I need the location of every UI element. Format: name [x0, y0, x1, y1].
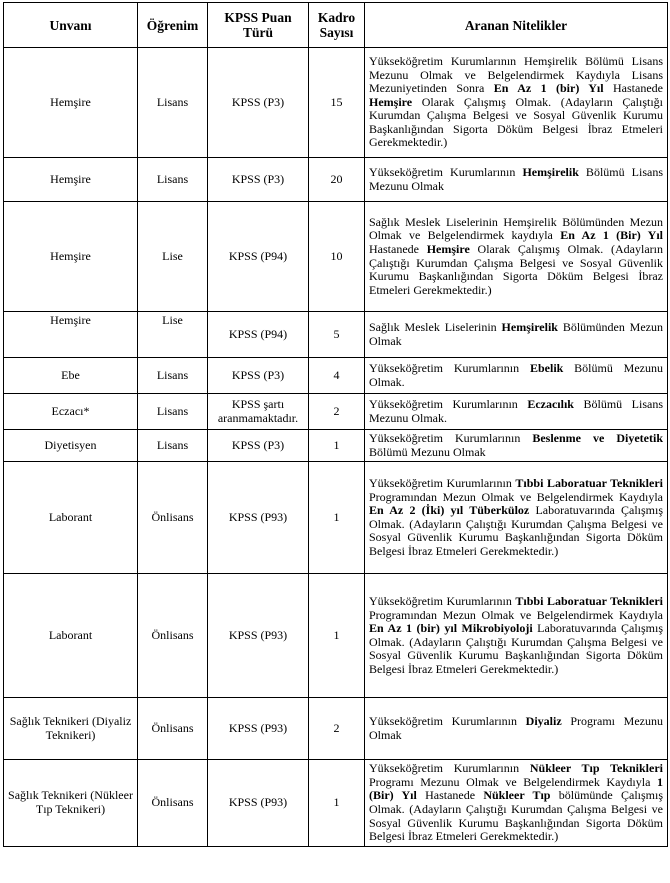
kpss-cell: KPSS (P93): [208, 574, 309, 698]
nitelik-text: Programından Mezun Olmak ve Belgelendirmek Kaydıyla: [369, 489, 663, 504]
kadro-cell: 15: [309, 48, 365, 158]
nitelik-bold-text: En Az 2 (İki) yıl Tüberküloz: [369, 503, 530, 518]
unvan-cell: Hemşire: [4, 158, 138, 202]
table-row: [4, 430, 668, 462]
nitelik-bold-text: Hemşirelik: [522, 164, 579, 179]
nitelik-bold-text: Ebelik: [529, 360, 564, 375]
header-kadro: Kadro Sayısı: [309, 3, 365, 48]
ogrenim-cell: Lisans: [138, 430, 208, 462]
nitelik-text: Yükseköğretim Kurumlarının: [369, 396, 528, 411]
nitelik-bold-text: Hemşire: [369, 94, 413, 109]
nitelik-cell: [365, 430, 668, 462]
nitelik-text: Bölümü Lisans Mezunu Olmak: [369, 164, 663, 193]
kadro-cell: 20: [309, 158, 365, 202]
nitelik-text: Yükseköğretim Kurumlarının: [369, 593, 516, 608]
header-kpss: KPSS Puan Türü: [208, 3, 309, 48]
table-row: [4, 698, 668, 760]
ogrenim-cell: Önlisans: [138, 760, 208, 847]
ogrenim-cell: Lisans: [138, 48, 208, 158]
kpss-cell: KPSS (P3): [208, 358, 309, 394]
kadro-cell: 2: [309, 394, 365, 430]
nitelik-text: Yükseköğretim Kurumlarının: [369, 761, 530, 776]
unvan-cell: Sağlık Teknikeri (Diyaliz Teknikeri): [4, 698, 138, 760]
nitelik-text: Programı Mezunu Olmak ve Belgelendirmek Kaydıyla: [369, 774, 657, 789]
kpss-cell: KPSS (P94): [208, 202, 309, 312]
table-row: [4, 394, 668, 430]
table-row: [4, 312, 668, 358]
unvan-cell: Diyetisyen: [4, 430, 138, 462]
nitelik-text: Bölümü Mezunu Olmak.: [369, 360, 664, 389]
unvan-cell: Hemşire: [4, 202, 138, 312]
kpss-cell: KPSS (P94): [208, 312, 309, 358]
nitelik-text: Yükseköğretim Kurumlarının: [369, 714, 526, 729]
nitelik-text: Bölümü Mezunu Olmak: [369, 444, 486, 459]
nitelik-text: Sağlık Meslek Liselerinin: [369, 319, 502, 334]
nitelik-bold-text: En Az 1 (bir) Yıl: [493, 81, 604, 96]
nitelik-bold-text: 1 (Bir) Yıl: [369, 774, 663, 803]
table-row: [4, 202, 668, 312]
nitelik-bold-text: Tıbbi Laboratuar Teknikleri: [515, 475, 663, 490]
nitelik-cell: [365, 760, 668, 847]
kpss-cell: KPSS (P3): [208, 48, 309, 158]
nitelik-text: Bölümünden Mezun Olmak: [369, 319, 663, 348]
unvan-cell: Laborant: [4, 574, 138, 698]
unvan-cell: Sağlık Teknikeri (Nükleer Tıp Teknikeri): [4, 760, 138, 847]
nitelik-text: Laboratuvarında Çalışmış Olmak. (Adayların Çalıştığı Kurumdan Çalışma Belgesi ve Sosyal Güvenlik Kurumu Başkanlığından Sigorta Döküm Belgesi İbraz Etmeleri Gerekmektedir.): [369, 503, 663, 558]
ogrenim-cell: Lisans: [138, 158, 208, 202]
header-ogrenim: Öğrenim: [138, 3, 208, 48]
kadro-cell: 1: [309, 430, 365, 462]
nitelik-text: Yükseköğretim Kurumlarının: [369, 360, 530, 375]
nitelik-bold-text: Beslenme ve Diyetetik: [532, 431, 664, 445]
kpss-cell: KPSS (P93): [208, 462, 309, 574]
table-row: [4, 462, 668, 574]
ogrenim-cell: Lise: [138, 312, 208, 358]
nitelik-text: Laboratuvarında Çalışmış Olmak. (Adayların Çalıştığı Kurumdan Çalışma Belgesi ve Sosyal Güvenlik Kurumu Başkanlığından Sigorta Döküm Belgesi İbraz Etmeleri Gerekmektedir.): [369, 621, 663, 676]
nitelik-bold-text: Hemşire: [426, 241, 470, 256]
nitelik-bold-text: En Az 1 (bir) yıl Mikrobiyoloji: [369, 621, 533, 636]
nitelik-bold-text: Diyaliz: [525, 714, 562, 729]
nitelik-text: Programından Mezun Olmak ve Belgelendirmek Kaydıyla: [369, 607, 663, 622]
nitelik-bold-text: Nükleer Tıp: [483, 788, 551, 803]
nitelik-cell: [365, 358, 668, 394]
nitelik-text: Olarak Çalışmış Olmak. (Adayların Çalıştığı Kurumdan Çalışma Belgesi ve Sosyal Güvenlik Kurumu Başkanlığından Sigorta Döküm Belgesi İbraz Etmeleri Gerekmektedir.): [369, 241, 663, 297]
nitelik-cell: [365, 158, 668, 202]
nitelik-text: Yükseköğretim Kurumlarının Hemşirelik Bölümü Lisans Mezunu Olmak ve Belgelendirmek Kaydıyla Lisans Mezuniyetinden Sonra: [369, 53, 663, 96]
nitelik-text: Yükseköğretim Kurumlarının: [369, 164, 523, 179]
nitelik-text: Hastanede: [603, 81, 663, 96]
kpss-cell: KPSS (P93): [208, 760, 309, 847]
nitelik-text: Yükseköğretim Kurumlarının: [369, 475, 516, 490]
ogrenim-cell: Lisans: [138, 358, 208, 394]
table-row: [4, 760, 668, 847]
nitelik-text: Hastanede: [416, 788, 484, 803]
nitelik-bold-text: Hemşirelik: [501, 319, 558, 334]
unvan-cell: Eczacı*: [4, 394, 138, 430]
nitelik-cell: [365, 312, 668, 358]
nitelik-cell: [365, 202, 668, 312]
kpss-cell: KPSS (P3): [208, 158, 309, 202]
ogrenim-cell: Önlisans: [138, 698, 208, 760]
nitelik-text: bölümünde Çalışmış Olmak. (Adayların Çalıştığı Kurumdan Çalışma Belgesi ve Sosyal Güvenlik Kurumu Başkanlığından Sigorta Döküm Belgesi İbraz Etmeleri Gerekmektedir.): [369, 788, 664, 844]
kadro-cell: 1: [309, 574, 365, 698]
table-row: [4, 158, 668, 202]
table-row: [4, 358, 668, 394]
nitelik-bold-text: Nükleer Tıp Teknikleri: [529, 761, 663, 776]
nitelik-text: Yükseköğretim Kurumlarının: [369, 431, 533, 445]
kadro-cell: 4: [309, 358, 365, 394]
nitelik-cell: [365, 394, 668, 430]
kpss-cell: KPSS şartı aranmamaktadır.: [208, 394, 309, 430]
nitelik-text: Olarak Çalışmış Olmak. (Adayların Çalıştığı Kurumdan Çalışma Belgesi ve Sosyal Güvenlik Kurumu Başkanlığından Sigorta Döküm Belgesi İbraz Etmeleri Gerekmektedir.): [369, 94, 663, 150]
kpss-cell: KPSS (P3): [208, 430, 309, 462]
table-row: [4, 574, 668, 698]
unvan-cell: Ebe: [4, 358, 138, 394]
nitelik-bold-text: En Az 1 (Bir) Yıl: [560, 228, 663, 243]
table-row: [4, 48, 668, 158]
ogrenim-cell: Önlisans: [138, 462, 208, 574]
nitelik-bold-text: Tıbbi Laboratuar Teknikleri: [515, 593, 663, 608]
unvan-cell: Hemşire: [4, 48, 138, 158]
nitelik-cell: [365, 698, 668, 760]
nitelik-cell: [365, 48, 668, 158]
kadro-cell: 10: [309, 202, 365, 312]
header-unvan: Unvanı: [4, 3, 138, 48]
nitelik-text: Programı Mezunu Olmak: [369, 714, 664, 742]
header-nitelik: Aranan Nitelikler: [365, 3, 668, 48]
ogrenim-cell: Önlisans: [138, 574, 208, 698]
header-row: [4, 3, 668, 48]
kadro-cell: 2: [309, 698, 365, 760]
unvan-cell: Laborant: [4, 462, 138, 574]
nitelik-cell: [365, 574, 668, 698]
nitelik-text: Sağlık Meslek Liselerinin Hemşirelik Bölümünden Mezun Olmak ve Belgelendirmek kaydıyla: [369, 214, 663, 243]
nitelik-text: Hastanede: [369, 241, 427, 256]
positions-table: [3, 2, 668, 847]
kadro-cell: 1: [309, 462, 365, 574]
kadro-cell: 5: [309, 312, 365, 358]
nitelik-cell: [365, 462, 668, 574]
ogrenim-cell: Lisans: [138, 394, 208, 430]
nitelik-bold-text: Eczacılık: [527, 396, 574, 411]
kadro-cell: 1: [309, 760, 365, 847]
unvan-cell: Hemşire: [4, 312, 138, 358]
kpss-cell: KPSS (P93): [208, 698, 309, 760]
ogrenim-cell: Lise: [138, 202, 208, 312]
nitelik-text: Bölümü Lisans Mezunu Olmak.: [369, 396, 663, 425]
